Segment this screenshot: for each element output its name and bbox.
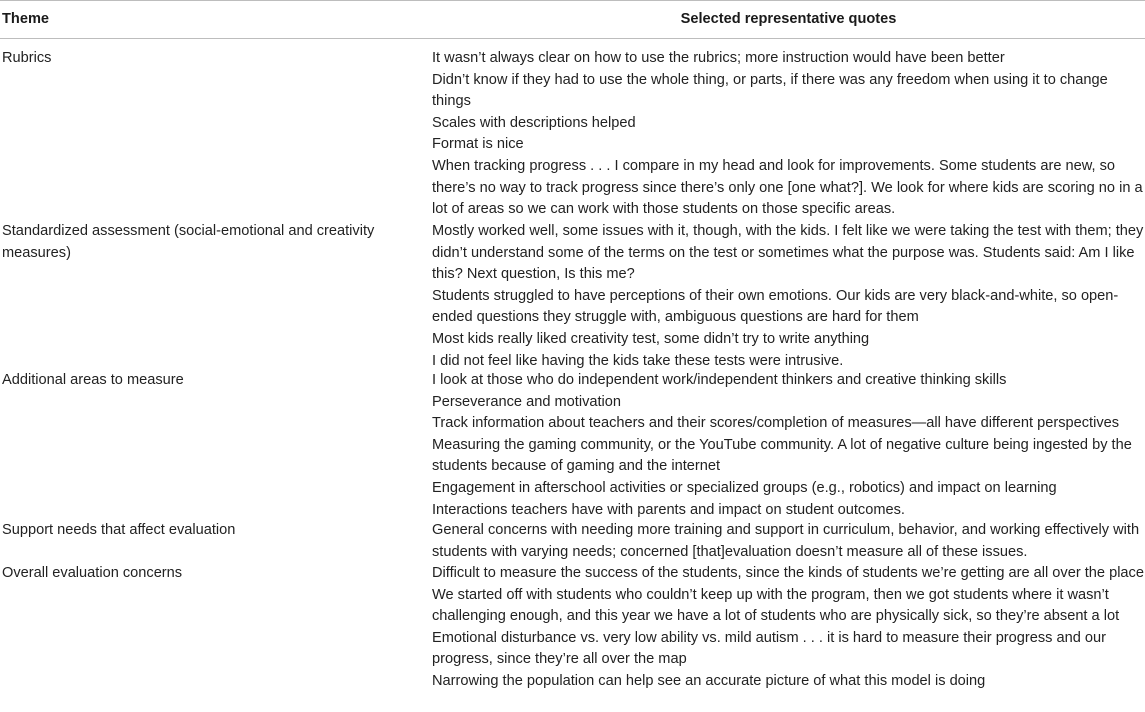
quote: It wasn’t always clear on how to use the rubrics; more instruction would have been better: [432, 50, 1005, 66]
quote: We started off with students who couldn’t keep up with the program, then we got students where it wasn’t challenging enough, and this year we have a lot of students who are physically sick, so they’re absent a lot: [432, 586, 1120, 625]
quote: Format is nice: [432, 136, 524, 153]
theme-cell: Rubrics: [2, 50, 52, 66]
table-header: [0, 0, 1145, 39]
quote: Difficult to measure the success of the students, since the kinds of students we’re getting are all over the place: [432, 565, 1144, 581]
quotes-cell: [432, 48, 1145, 221]
quote: Measuring the gaming community, or the YouTube community. A lot of negative culture being ingested by the students because of gaming and the internet: [432, 436, 1132, 475]
quote: Perseverance and motivation: [432, 393, 622, 410]
quote: Mostly worked well, some issues with it, though, with the kids. I felt like we were taking the test with them; they didn’t understand some of the terms on the test or sometimes what the purpose was. Students said: Am I like this? Next question, Is this me?: [432, 223, 1144, 283]
quote: Narrowing the population can help see an accurate picture of what this model is doing: [432, 672, 986, 689]
quotes-cell: [432, 221, 1145, 372]
quote: I did not feel like having the kids take these tests were intrusive.: [432, 352, 844, 369]
theme-cell: Standardized assessment (social-emotional and creativity measures): [2, 223, 375, 261]
quote: I look at those who do independent work/independent thinkers and creative thinking skills: [432, 372, 1007, 388]
quote: Most kids really liked creativity test, some didn’t try to write anything: [432, 330, 870, 347]
quote: Emotional disturbance vs. very low ability vs. mild autism . . . it is hard to measure their progress and our progress, since they’re all over the map: [432, 629, 1107, 668]
header-theme: Theme: [2, 11, 50, 27]
quote: Track information about teachers and their scores/completion of measures—all have different perspectives: [432, 415, 1120, 432]
theme-cell: Overall evaluation concerns: [2, 565, 183, 581]
theme-cell: Additional areas to measure: [2, 372, 184, 388]
quotes-cell: [432, 520, 1145, 563]
quote: Engagement in afterschool activities or specialized groups (e.g., robotics) and impact on learning: [432, 479, 1057, 496]
quotes-cell: [432, 370, 1145, 521]
quote: Didn’t know if they had to use the whole thing, or parts, if there was any freedom when using it to change things: [432, 71, 1108, 110]
theme-cell: Support needs that affect evaluation: [2, 522, 236, 538]
quote: Interactions teachers have with parents and impact on student outcomes.: [432, 501, 905, 518]
quote: Scales with descriptions helped: [432, 114, 636, 131]
header-quotes: Selected representative quotes: [680, 11, 897, 27]
quote: When tracking progress . . . I compare in my head and look for improvements. Some students are new, so there’s no way to track progress since there’s only one [one what?]. We look for where kids are scoring no in a lot of areas so we can work with those students on those specific areas.: [432, 157, 1143, 218]
quote: General concerns with needing more training and support in curriculum, behavior, and working effectively with students with varying needs; concerned [that]evaluation doesn’t measure all of these issues.: [432, 522, 1140, 560]
quote: Students struggled to have perceptions of their own emotions. Our kids are very black-and-white, so open-ended questions they struggle with, ambiguous questions are hard for them: [432, 287, 1119, 326]
quotes-cell: [432, 563, 1145, 693]
